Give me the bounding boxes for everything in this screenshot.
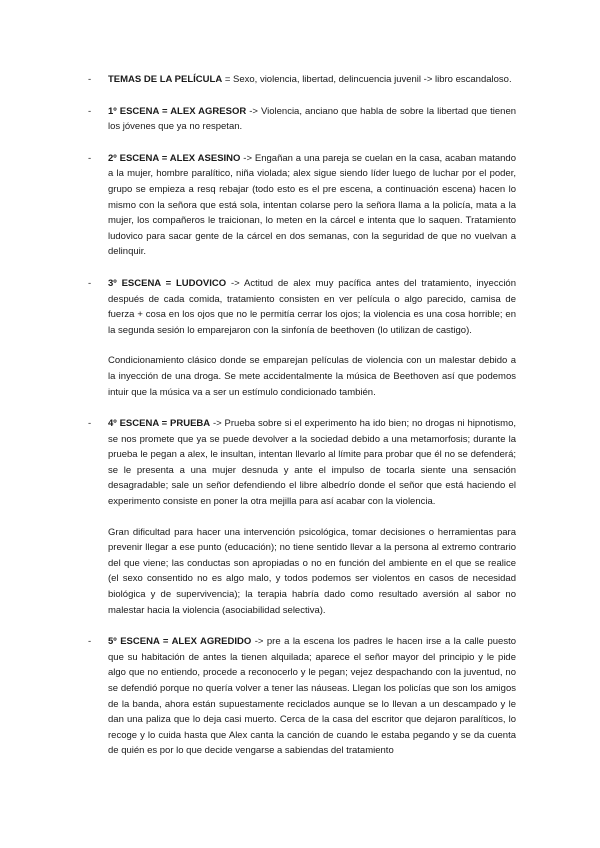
bullet-item-temas <box>88 72 516 88</box>
bullet-dash: - <box>88 418 92 430</box>
item-heading: TEMAS DE LA PELÍCULA <box>108 74 223 85</box>
item-paragraph <box>108 151 516 260</box>
item-paragraph-2: Condicionamiento clásico donde se emparejan películas de violencia con un malestar debido a la inyección de una droga. Se mete accidentalmente la música de Beethoven así que podemos intuir que la música va a ser un estímulo condicionado también. <box>108 355 516 398</box>
item-paragraph-2: Gran dificultad para hacer una intervención psicológica, tomar decisiones o herramientas para prevenir llegar a ese punto (educación); no tiene sentido llevar a la persona al extremo contrario del que viene; las conductas son apropiadas o no en función del ambiente en el que se realice (el sexo consentido no es algo malo, y todos podemos ser violentos en casos de necesidad biológica y de supervivencia); la terapia habría dado como resultado aversión al sabor no malestar hacia la violencia (asociabilidad selectiva). <box>108 526 516 616</box>
item-heading: 3º ESCENA = LUDOVICO <box>108 277 227 289</box>
item-heading: 5º ESCENA = ALEX AGREDIDO <box>108 636 252 648</box>
bullet-dash: - <box>88 277 92 289</box>
item-heading: 1º ESCENA = ALEX AGRESOR <box>108 105 247 117</box>
item-heading: 2º ESCENA = ALEX ASESINO <box>108 152 241 164</box>
item-paragraph <box>108 104 516 135</box>
bullet-dash: - <box>88 74 92 85</box>
item-text: -> Engañan a una pareja se cuelan en la casa, acaban matando a la mujer, hombre paralítico, niña violada; alex sigue siendo líder luego de luchar por el poder, grupo se empieza a resq rebajar (todo esto es el pre escena, a continuación escena) hacen lo mismo con la señora que está sola, intentan colarse pero la señora llama a la policía, mata a la mujer, los compañeros le traicionan, lo meten en la cárcel e intenta que lo saquen. Tratamiento ludovico para sacar gente de la cárcel en dos semanas, con la seguridad de que no vuelvan a delinquir. <box>108 152 516 258</box>
item-text: -> Prueba sobre si el experimento ha ido bien; no drogas ni hipnotismo, se nos promete que ya se puede devolver a la sociedad debido a una metamorfosis; durante la prueba le pegan a alex, le insultan, intentan llevarlo al límite para probar que él no se defenderá; se le presenta a una mujer desnuda y ante el impulso de tocarla siente una sensación desagradable; sale un señor defendiendo el libre albedrío donde el señor que está haciendo el experimento consiste en poner la otra mejilla para así acabar con la violencia. <box>108 418 517 508</box>
item-text: -> Actitud de alex muy pacífica antes del tratamiento, inyección después de cada comida, tratamiento consisten en ver película o algo parecido, camisa de fuerza + cosa en los ojos que no le permitía cerrar los ojos; la violencia es una cosa horrible; en la segunda sesión lo emparejaron con la sinfonía de beethoven (lo utilizan de castigo). <box>108 277 516 336</box>
item-paragraph <box>108 416 516 510</box>
bullet-item-escena-2 <box>88 151 516 260</box>
bullet-dash: - <box>88 152 92 164</box>
item-paragraph <box>108 276 516 338</box>
item-text: -> Violencia, anciano que habla de sobre la libertad que tienen los jóvenes que ya no respetan. <box>108 105 517 133</box>
bullet-dash: - <box>88 105 92 117</box>
item-text: = Sexo, violencia, libertad, delincuencia juvenil -> libro escandaloso. <box>224 74 512 85</box>
item-heading: 4º ESCENA = PRUEBA <box>108 418 211 430</box>
bullet-dash: - <box>88 636 92 648</box>
bullet-item-escena-3 <box>88 276 516 400</box>
item-paragraph <box>108 72 516 88</box>
item-text: -> pre a la escena los padres le hacen irse a la calle puesto que su habitación de antes la tienen alquilada; aparece el señor mayor del principio y le pide algo que no entiendo, procede a reconocerlo y le pegan; vejez despachando con la juventud, no se defendió porque no quería volver a tener las náuseas. Llegan los policías que son los amigos de la banda, ahora están supuestamente reciclados aunque se lo llevan a un descampado y le dan una paliza que lo deja casi muerto. Cerca de la casa del escritor que dejaron paralíticos, lo recoge y lo cuida hasta que Alex canta la canción de cuando le estaba pegando y se da cuenta de quién es por lo que decide vengarse a sabiendas del tratamiento <box>108 636 516 757</box>
bullet-item-escena-5 <box>88 634 516 759</box>
item-paragraph <box>108 634 516 759</box>
bullet-item-escena-4 <box>88 416 516 618</box>
bullet-item-escena-1 <box>88 104 516 135</box>
